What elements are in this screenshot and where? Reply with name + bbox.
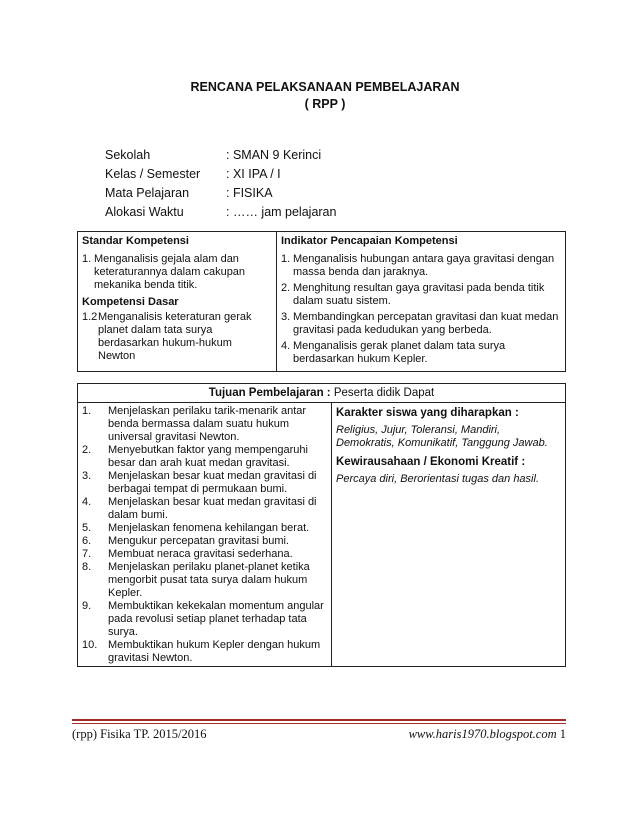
list-item bbox=[82, 535, 327, 548]
item-text: Menjelaskan perilaku planet-planet ketika mengorbit pusat tata surya dalam hukum Kepler. bbox=[108, 561, 310, 599]
item-number: 6. bbox=[82, 535, 92, 547]
list-item bbox=[82, 600, 327, 639]
item-text: Membuktikan kekekalan momentum angular pada revolusi setiap planet terhadap tata surya. bbox=[108, 600, 324, 638]
item-number: 1. bbox=[82, 253, 92, 265]
identity-block bbox=[105, 146, 336, 222]
info-row bbox=[105, 203, 336, 222]
info-row bbox=[105, 165, 336, 184]
objectives-list-cell bbox=[78, 403, 332, 667]
page-number: 1 bbox=[559, 727, 566, 741]
item-text: Menganalisis gerak planet dalam tata surya berdasarkan hukum Kepler. bbox=[293, 340, 506, 365]
info-label: Sekolah bbox=[105, 148, 151, 162]
list-item bbox=[281, 253, 561, 279]
item-number: 8. bbox=[82, 561, 92, 573]
objectives-header-rest: Peserta didik Dapat bbox=[330, 387, 435, 399]
item-text: Menganalisis hubungan antara gaya gravitasi dengan massa benda dan jaraknya. bbox=[293, 253, 555, 278]
list-item bbox=[281, 311, 561, 337]
footer-left-text: (rpp) Fisika TP. 2015/2016 bbox=[72, 727, 207, 741]
info-value: : XI IPA / I bbox=[226, 167, 281, 181]
item-text: Membandingkan percepatan gravitasi dan kuat medan gravitasi pada kedudukan yang berbeda. bbox=[293, 311, 559, 336]
item-number: 9. bbox=[82, 600, 92, 612]
info-value: : …… jam pelajaran bbox=[226, 205, 337, 219]
objectives-header-bold: Tujuan Pembelajaran : bbox=[208, 387, 331, 399]
item-number: 4. bbox=[281, 340, 291, 352]
ipk-list bbox=[281, 253, 561, 366]
item-text: Menjelaskan perilaku tarik-menarik antar benda bermassa dalam suatu hukum universal gravitasi Newton. bbox=[108, 405, 307, 443]
item-text: Menghitung resultan gaya gravitasi pada benda titik dalam suatu sistem. bbox=[293, 282, 545, 307]
item-number: 2. bbox=[82, 444, 92, 456]
info-label: Alokasi Waktu bbox=[105, 205, 184, 219]
item-number: 1.2 bbox=[82, 311, 98, 323]
title-main: RENCANA PELAKSANAAN PEMBELAJARAN bbox=[190, 80, 460, 94]
info-label: Kelas / Semester bbox=[105, 167, 201, 181]
item-text: Menjelaskan besar kuat medan gravitasi di dalam bumi. bbox=[108, 496, 317, 521]
sk-list bbox=[82, 253, 272, 292]
item-number: 10. bbox=[82, 639, 98, 651]
kewirausahaan-text: Percaya diri, Berorientasi tugas dan hasil. bbox=[336, 473, 539, 485]
item-text: Menyebutkan faktor yang mempengaruhi besar dan arah kuat medan gravitasi. bbox=[108, 444, 308, 469]
item-text: Membuat neraca gravitasi sederhana. bbox=[108, 548, 293, 560]
kd-header: Kompetensi Dasar bbox=[82, 296, 179, 308]
item-text: Menganalisis keteraturan gerak planet dalam tata surya berdasarkan hukum-hukum Newton bbox=[98, 311, 252, 362]
info-row bbox=[105, 146, 336, 165]
list-item bbox=[281, 340, 561, 366]
list-item bbox=[82, 444, 327, 470]
list-item bbox=[82, 311, 272, 363]
character-cell bbox=[332, 403, 566, 667]
objectives-table bbox=[77, 383, 566, 667]
list-item bbox=[82, 639, 327, 665]
kewirausahaan-header: Kewirausahaan / Ekonomi Kreatif : bbox=[336, 456, 526, 468]
footer-website-link[interactable]: www.haris1970.blogspot.com bbox=[408, 727, 557, 741]
info-row bbox=[105, 184, 336, 203]
list-item bbox=[82, 470, 327, 496]
karakter-text: Religius, Jujur, Toleransi, Mandiri, Demokratis, Komunikatif, Tanggung Jawab. bbox=[336, 424, 548, 449]
item-text: Membuktikan hukum Kepler dengan hukum gravitasi Newton. bbox=[108, 639, 321, 664]
objectives-list bbox=[82, 405, 327, 665]
document-title bbox=[0, 79, 638, 113]
footer-right bbox=[409, 727, 566, 742]
list-item bbox=[82, 253, 272, 292]
list-item bbox=[281, 282, 561, 308]
item-text: Menjelaskan fenomena kehilangan berat. bbox=[108, 522, 310, 534]
list-item bbox=[82, 548, 327, 561]
item-number: 3. bbox=[281, 311, 291, 323]
sk-header: Standar Kompetensi bbox=[82, 235, 189, 247]
item-number: 5. bbox=[82, 522, 92, 534]
item-number: 1. bbox=[281, 253, 291, 265]
list-item bbox=[82, 496, 327, 522]
karakter-header: Karakter siswa yang diharapkan : bbox=[336, 407, 519, 419]
footer-rule bbox=[72, 719, 566, 721]
competency-left-cell bbox=[78, 232, 277, 372]
page-footer bbox=[72, 727, 566, 742]
title-sub: ( RPP ) bbox=[304, 97, 346, 111]
ipk-header: Indikator Pencapaian Kompetensi bbox=[281, 235, 458, 247]
item-number: 3. bbox=[82, 470, 92, 482]
list-item bbox=[82, 561, 327, 600]
info-value: : SMAN 9 Kerinci bbox=[226, 148, 322, 162]
item-text: Menjelaskan besar kuat medan gravitasi di berbagai tempat di permukaan bumi. bbox=[108, 470, 317, 495]
info-label: Mata Pelajaran bbox=[105, 186, 190, 200]
item-number: 2. bbox=[281, 282, 291, 294]
info-value: : FISIKA bbox=[226, 186, 273, 200]
item-number: 4. bbox=[82, 496, 92, 508]
objectives-header bbox=[78, 384, 566, 403]
kd-list bbox=[82, 311, 272, 363]
item-number: 1. bbox=[82, 405, 92, 417]
item-number: 7. bbox=[82, 548, 92, 560]
footer-rule-thin bbox=[72, 723, 566, 724]
list-item bbox=[82, 405, 327, 444]
item-text: Mengukur percepatan gravitasi bumi. bbox=[108, 535, 289, 547]
item-text: Menganalisis gejala alam dan keteraturannya dalam cakupan mekanika benda titik. bbox=[94, 253, 246, 291]
list-item bbox=[82, 522, 327, 535]
competency-table bbox=[77, 231, 566, 372]
competency-right-cell bbox=[277, 232, 566, 372]
